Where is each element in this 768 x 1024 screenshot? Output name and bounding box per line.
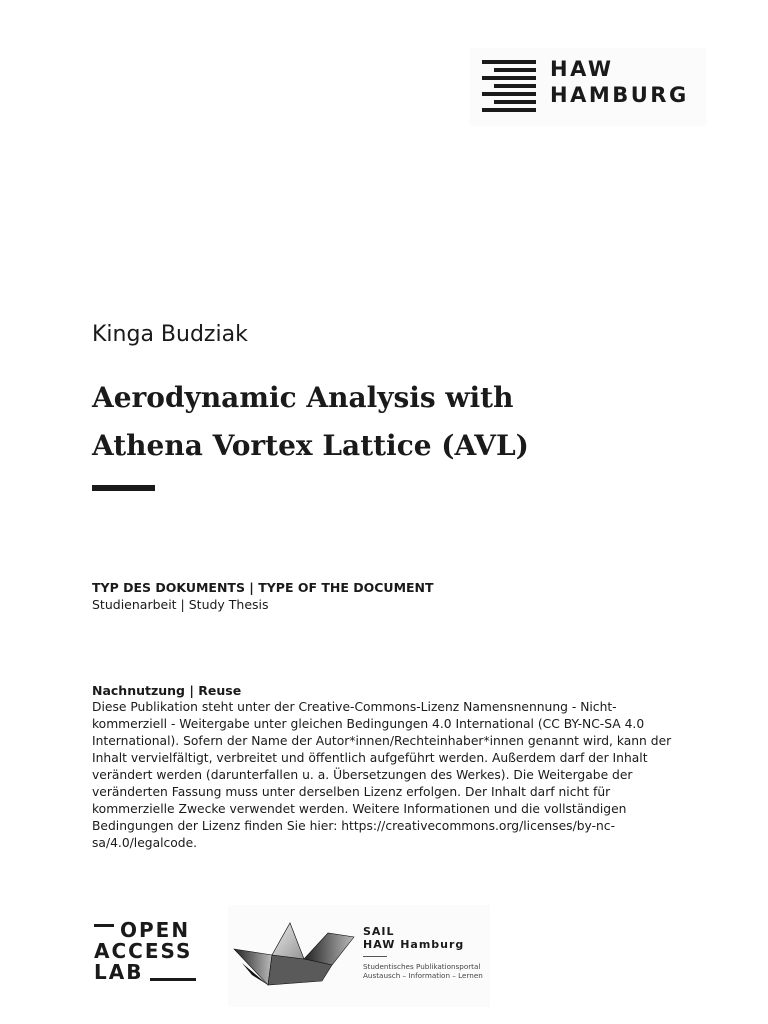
sail-separator [363,956,387,957]
oal-line-access: ACCESS [94,939,193,963]
sail-haw-hamburg-logo [228,905,490,1007]
reuse-line: kommerziell - Weitergabe unter gleichen Bedingungen 4.0 International (CC BY-NC-SA 4.0 [92,717,645,731]
title-line-1: Aerodynamic Analysis with [92,381,514,414]
sail-subtitle [363,962,483,980]
reuse-line: Inhalt vervielfältigt, verbreitet und öffentlich aufgeführt werden. Außerdem darf der Inhalt [92,751,648,765]
sail-title [363,925,464,951]
oal-wordmark [94,920,192,983]
title-underline-divider [92,485,155,491]
reuse-line: sa/4.0/legalcode. [92,836,198,850]
oal-line-lab: LAB [94,960,144,984]
sail-name: SAIL [363,925,395,938]
haw-wordmark-line2: HAMBURG [550,83,689,107]
oal-bottom-bar [150,978,196,981]
document-type-value: Studienarbeit | Study Thesis [92,597,269,612]
paper-boat-icon [232,919,356,989]
title-line-2: Athena Vortex Lattice (AVL) [92,429,529,462]
reuse-line: Diese Publikation steht unter der Creative-Commons-Lizenz Namensnennung - Nicht- [92,700,617,714]
haw-wordmark [550,56,689,108]
reuse-license-text [92,699,677,852]
reuse-line: verändert werden (darunterfallen u. a. Übersetzungen des Werkes). Die Weitergabe der [92,768,633,782]
open-access-lab-logo [94,920,206,986]
sail-subtitle-line-2: Austausch – Information – Lernen [363,971,483,980]
sail-subtitle-line-1: Studentisches Publikationsportal [363,962,481,971]
sail-org: HAW Hamburg [363,938,465,951]
haw-stripes-icon [480,58,540,114]
haw-wordmark-line1: HAW [550,57,614,81]
reuse-line: kommerzielle Zwecke verwendet werden. Weitere Informationen und die vollständigen [92,802,627,816]
author-name: Kinga Budziak [92,322,248,347]
reuse-line: International). Sofern der Name der Autor*innen/Rechteinhaber*innen genannt wird, kann der [92,734,672,748]
reuse-line: Bedingungen der Lizenz finden Sie hier: https://creativecommons.org/licenses/by-nc- [92,819,616,833]
reuse-line: veränderten Fassung muss unter derselben Lizenz erfolgen. Der Inhalt darf nicht für [92,785,611,799]
document-title [92,374,652,470]
haw-hamburg-logo [470,48,706,126]
oal-line-open: OPEN [120,918,191,942]
reuse-heading: Nachnutzung | Reuse [92,683,242,698]
document-type-heading: TYP DES DOKUMENTS | TYPE OF THE DOCUMENT [92,580,434,595]
